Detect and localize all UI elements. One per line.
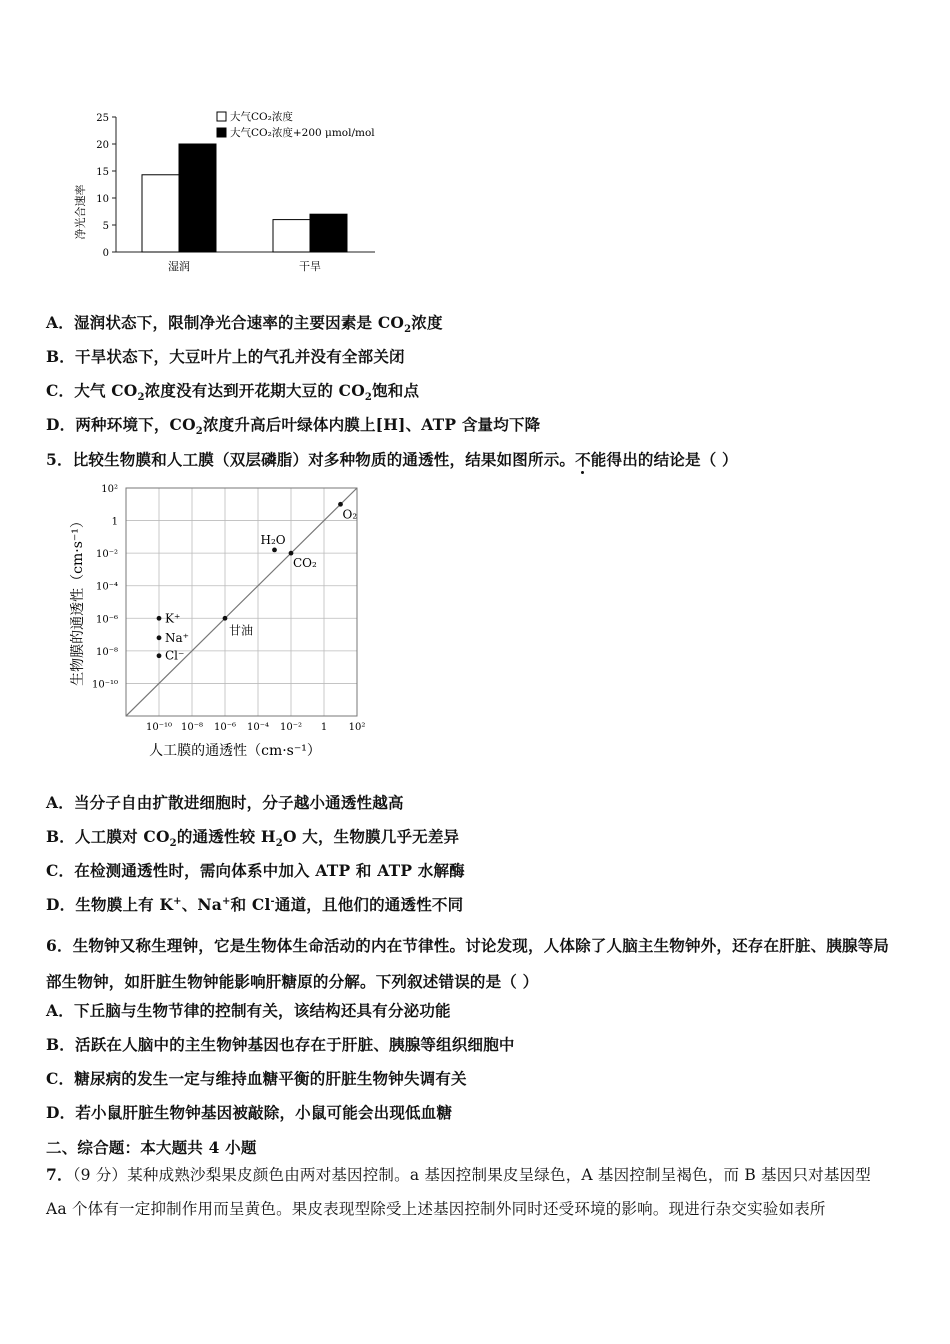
bar-category-label: 湿润 <box>168 260 190 273</box>
scatter-y-tick-label: 10⁻⁶ <box>95 614 118 626</box>
question-text: （9 分）某种成熟沙梨果皮颜色由两对基因控制。a 基因控制果皮呈绿色，A 基因控制呈褐色，而 B 基因只对基因型 Aa 个体有一定抑制作用而呈黄色。果皮表现型除受上述基因控制外同时还受环境的影响。现进行杂交实验如表所 <box>46 1166 871 1218</box>
option-text: 湿润状态下，限制净光合速率的主要因素是 CO <box>73 313 405 332</box>
question-number: 7． <box>46 1165 73 1184</box>
scatter-point <box>157 653 162 658</box>
question-text: 生物钟又称生理钟，它是生物体生命活动的内在节律性。讨论发现，人体除了人脑主生物钟外，还存在肝脏、胰腺等局部生物钟，如肝脏生物钟能影响肝糖原的分解。下列叙述错误的是（ ） <box>46 936 890 991</box>
option-label: C． <box>46 1069 75 1088</box>
scatter-point <box>272 547 277 552</box>
option-label: B． <box>46 347 76 366</box>
bar-湿润-0 <box>142 175 179 252</box>
scatter-point-label: K⁺ <box>165 611 181 626</box>
scatter-point-label: O₂ <box>342 507 358 522</box>
option-label: A． <box>46 793 74 812</box>
bar-chart <box>60 100 420 290</box>
subscript: 2 <box>404 324 412 336</box>
scatter-x-tick-label: 1 <box>320 722 328 733</box>
option-text: 在检测通透性时，需向体系中加入 ATP 和 ATP 水解酶 <box>74 861 465 880</box>
question-number: 5． <box>46 450 73 469</box>
option-label: B． <box>46 1035 76 1054</box>
option-text: 活跃在人脑中的主生物钟基因也存在于肝脏、胰腺等组织细胞中 <box>75 1035 515 1054</box>
option-text: 两种环境下，CO <box>75 415 196 434</box>
scatter-point <box>289 551 294 556</box>
q5-option-a <box>46 791 404 813</box>
q6-option-d <box>46 1101 452 1123</box>
bar-y-tick-label: 10 <box>96 194 109 205</box>
option-text: 饱和点 <box>372 381 420 400</box>
option-text: 当分子自由扩散进细胞时，分子越小通透性越高 <box>73 793 404 812</box>
option-label: C． <box>46 381 75 400</box>
option-text: 生物膜上有 K <box>75 895 174 914</box>
scatter-point <box>223 616 228 621</box>
scatter-point <box>338 502 343 507</box>
option-text: 通道，且他们的通透性不同 <box>274 895 464 914</box>
bar-湿润-1 <box>179 144 216 252</box>
option-label: A． <box>46 1001 74 1020</box>
scatter-grid <box>126 488 357 716</box>
bar-y-tick-label: 25 <box>96 113 109 124</box>
legend-label: 大气CO₂浓度+200 μmol/mol <box>230 127 375 139</box>
option-label: C． <box>46 861 75 880</box>
superscript: + <box>222 895 231 907</box>
scatter-x-tick-label: 10⁻¹⁰ <box>145 722 173 733</box>
section-heading: 二、综合题：本大题共 4 小题 <box>46 1138 257 1157</box>
q6-option-b <box>46 1033 515 1055</box>
scatter-point-label: CO₂ <box>293 556 317 571</box>
q5-stem <box>46 448 738 470</box>
scatter-x-tick-label: 10⁻⁴ <box>246 722 270 733</box>
option-label: B． <box>46 827 76 846</box>
option-label: D． <box>46 895 76 914</box>
scatter-point-label: Na⁺ <box>165 630 189 645</box>
scatter-point <box>157 616 162 621</box>
option-label: D． <box>46 415 76 434</box>
bar-chart-ylabel: 净光合速率 <box>74 184 87 240</box>
bar-chart-bars <box>142 144 347 252</box>
bar-y-tick-label: 5 <box>102 221 109 232</box>
option-text: 浓度没有达到开花期大豆的 CO <box>144 381 365 400</box>
q6-option-a <box>46 999 451 1021</box>
scatter-y-tick-label: 10⁻¹⁰ <box>91 679 118 691</box>
option-text: 、Na <box>181 895 223 914</box>
q7-stem <box>46 1158 896 1226</box>
subscript: 2 <box>195 426 203 438</box>
option-text: 浓度升高后叶绿体内膜上[H]、ATP 含量均下降 <box>202 415 541 434</box>
scatter-points <box>157 502 358 663</box>
option-text: 人工膜对 CO <box>75 827 170 846</box>
question-number: 6． <box>46 936 73 955</box>
legend-swatch <box>217 112 226 121</box>
option-text: 下丘脑与生物节律的控制有关，该结构还具有分泌功能 <box>73 1001 451 1020</box>
bar-y-tick-label: 20 <box>96 140 109 151</box>
scatter-point-label: 甘油 <box>229 623 254 638</box>
scatter-point <box>157 635 162 640</box>
scatter-ylabel: 生物膜的通透性（cm·s⁻¹） <box>70 514 86 686</box>
option-text: 的通透性较 H <box>176 827 276 846</box>
option-text: 浓度 <box>411 313 443 332</box>
subscript: 2 <box>137 392 145 404</box>
q4-option-a <box>46 311 443 336</box>
bar-干旱-1 <box>310 214 347 252</box>
q4-option-b <box>46 345 405 367</box>
scatter-reference-line <box>126 488 357 716</box>
scatter-xlabel: 人工膜的通透性（cm·s⁻¹） <box>149 743 321 759</box>
emphasis-char: 不 <box>575 450 591 469</box>
q5-option-b <box>46 825 460 850</box>
bar-y-tick-label: 0 <box>102 248 109 259</box>
option-text: 糖尿病的发生一定与维持血糖平衡的肝脏生物钟失调有关 <box>74 1069 467 1088</box>
option-text: 若小鼠肝脏生物钟基因被敲除，小鼠可能会出现低血糖 <box>75 1103 453 1122</box>
scatter-y-tick-label: 10² <box>101 484 118 495</box>
option-text: O 大，生物膜几乎无差异 <box>282 827 460 846</box>
scatter-y-tick-label: 10⁻⁸ <box>95 646 118 658</box>
bar-chart-legend <box>217 110 375 139</box>
scatter-y-tick-label: 10⁻⁴ <box>95 581 118 593</box>
question-text: 能得出的结论是（ ） <box>590 450 738 469</box>
bar-category-label: 干旱 <box>299 260 321 273</box>
subscript: 2 <box>275 838 283 850</box>
bar-干旱-0 <box>273 220 310 252</box>
scatter-x-tick-label: 10⁻² <box>279 722 303 733</box>
q6-stem <box>46 928 896 1000</box>
option-label: A． <box>46 313 74 332</box>
scatter-y-tick-label: 10⁻² <box>95 549 118 561</box>
option-text: 和 Cl <box>230 895 271 914</box>
scatter-chart <box>60 480 370 765</box>
q6-option-c <box>46 1067 467 1089</box>
superscript: - <box>270 895 275 907</box>
scatter-x-tick-label: 10² <box>348 722 366 733</box>
option-label: D． <box>46 1103 76 1122</box>
scatter-x-tick-label: 10⁻⁸ <box>180 722 204 733</box>
option-text: 干旱状态下，大豆叶片上的气孔并没有全部关闭 <box>75 347 405 366</box>
subscript: 2 <box>169 838 177 850</box>
q4-option-d <box>46 413 541 438</box>
subscript: 2 <box>364 392 373 404</box>
bar-y-tick-label: 15 <box>96 167 109 178</box>
q5-option-d <box>46 893 463 915</box>
option-text: 大气 CO <box>74 381 138 400</box>
q5-option-c <box>46 859 465 881</box>
superscript: + <box>173 895 182 907</box>
scatter-point-label: H₂O <box>260 532 286 547</box>
scatter-y-tick-label: 1 <box>111 516 118 528</box>
q4-option-c <box>46 379 420 404</box>
scatter-x-tick-label: 10⁻⁶ <box>213 722 237 733</box>
question-text: 比较生物膜和人工膜（双层磷脂）对多种物质的通透性，结果如图所示。 <box>72 450 576 469</box>
legend-swatch <box>217 128 226 137</box>
legend-label: 大气CO₂浓度 <box>230 111 293 123</box>
scatter-point-label: Cl⁻ <box>165 648 185 663</box>
